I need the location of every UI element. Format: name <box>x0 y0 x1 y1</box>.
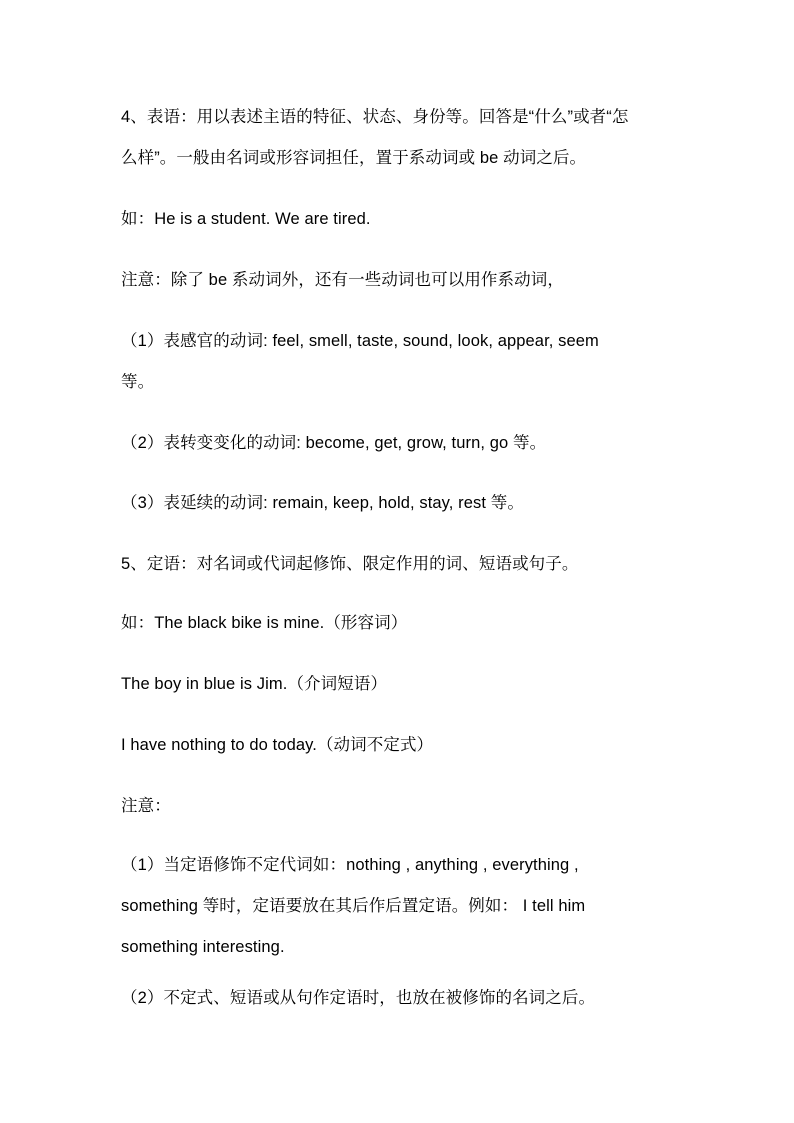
attributive-example-adjective-line: 如：The black bike is mine.（形容词） <box>121 614 408 632</box>
change-verbs-line: （2）表转变变化的动词: become, get, grow, turn, go 等。 <box>121 434 547 452</box>
attributive-note-heading-line: 注意： <box>121 797 171 815</box>
attributive-note-two-line: （2）不定式、短语或从句作定语时，也放在被修饰的名词之后。 <box>121 989 596 1007</box>
attributive-example-infinitive-line: I have nothing to do today.（动词不定式） <box>121 736 434 754</box>
attributive-note-one-example-line: something interesting. <box>121 938 285 956</box>
predicative-note-line: 注意：除了 be 系动词外，还有一些动词也可以用作系动词， <box>121 271 564 289</box>
continuation-verbs-line: （3）表延续的动词: remain, keep, hold, stay, rest 等。 <box>121 494 524 512</box>
attributive-note-one-line: （1）当定语修饰不定代词如：nothing , anything , everything , <box>121 856 579 874</box>
predicative-definition-line: 么样”。一般由名词或形容词担任，置于系动词或 be 动词之后。 <box>121 149 587 167</box>
sense-verbs-line: （1）表感官的动词: feel, smell, taste, sound, look, appear, seem <box>121 332 599 350</box>
predicative-heading-line: 4、表语：用以表述主语的特征、状态、身份等。回答是“什么”或者“怎 <box>121 108 629 126</box>
attributive-example-prepositional-line: The boy in blue is Jim.（介词短语） <box>121 675 388 693</box>
sense-verbs-continuation-line: 等。 <box>121 373 155 391</box>
attributive-heading-line: 5、定语：对名词或代词起修饰、限定作用的词、短语或句子。 <box>121 555 579 573</box>
attributive-note-one-continuation-line: something 等时，定语要放在其后作后置定语。例如： I tell him <box>121 897 586 915</box>
predicative-example-line: 如：He is a student. We are tired. <box>121 210 371 228</box>
